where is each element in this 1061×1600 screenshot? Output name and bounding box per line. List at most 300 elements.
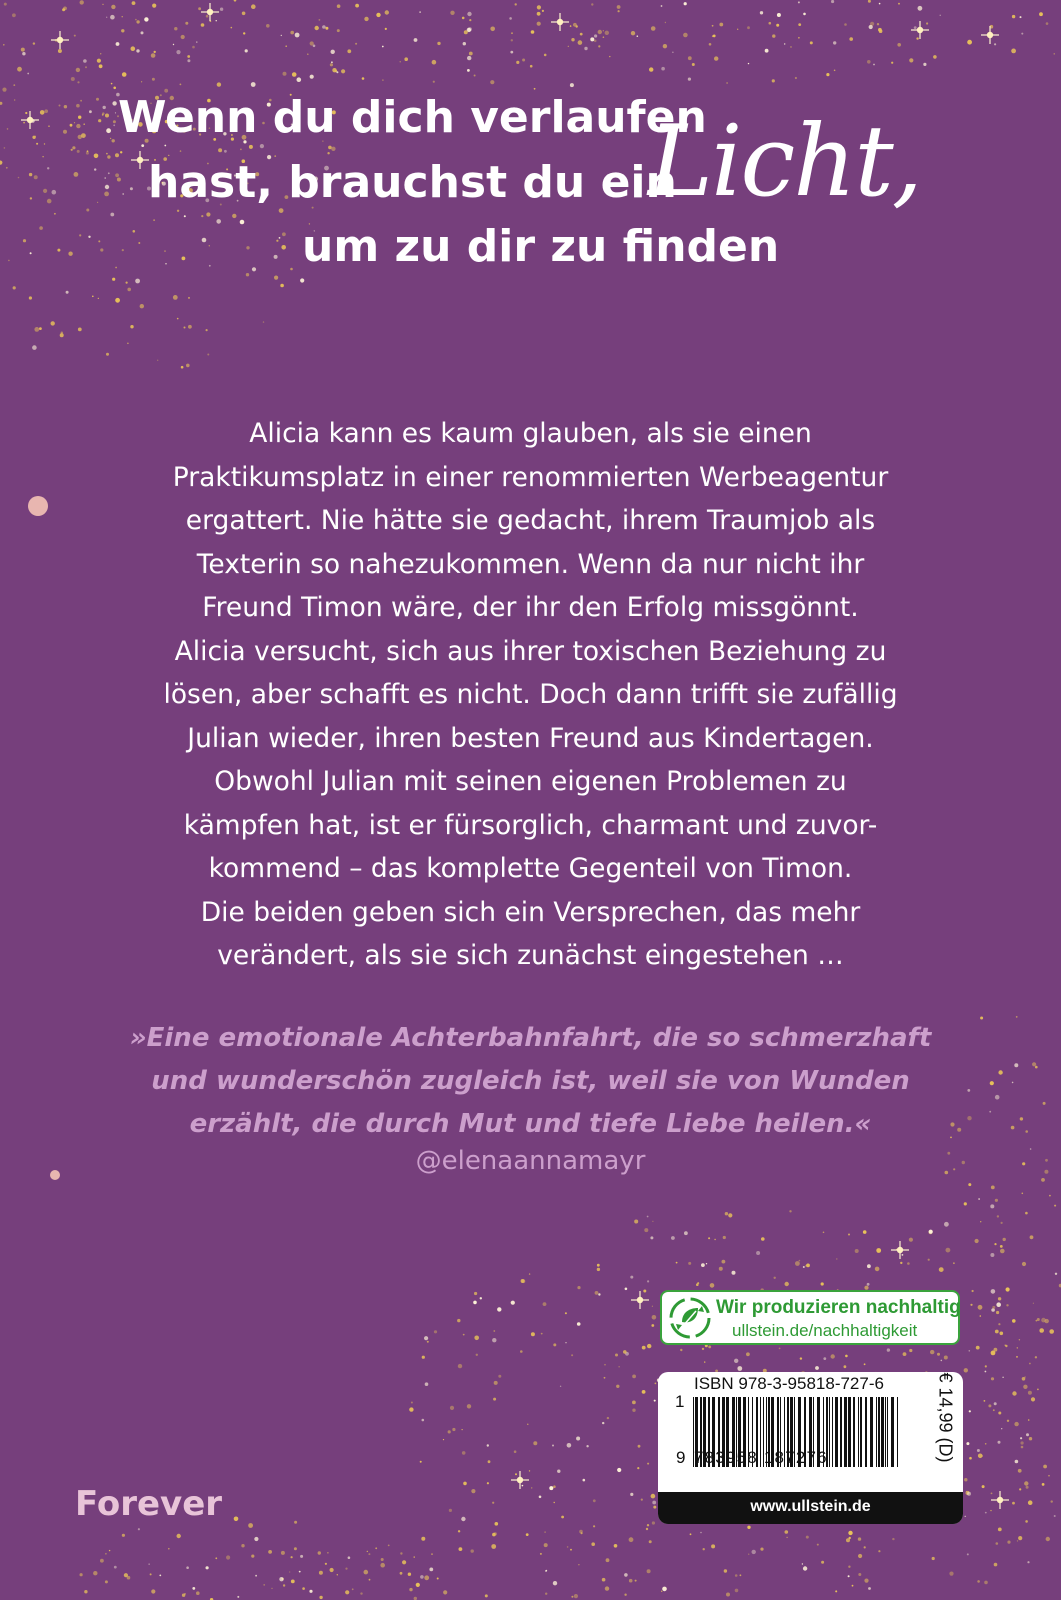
sparkle-dot — [1035, 1066, 1038, 1069]
sparkle-dot — [248, 1523, 253, 1528]
sparkle-dot — [78, 328, 82, 332]
sparkle-dot — [424, 1575, 429, 1580]
sparkle-dot — [40, 110, 45, 115]
sparkle-dot — [511, 39, 513, 41]
sparkle-dot — [86, 209, 89, 212]
sparkle-dot — [863, 1230, 867, 1234]
sparkle-dot — [0, 102, 2, 105]
sparkle-dot — [409, 1588, 412, 1591]
sparkle-dot — [554, 1502, 555, 1503]
sparkle-dot — [493, 1330, 495, 1332]
sparkle-dot — [47, 167, 49, 169]
sparkle-dot — [624, 1573, 628, 1577]
sparkle-glint-core — [917, 27, 923, 33]
sparkle-dot — [527, 1424, 528, 1425]
sparkle-dot — [909, 1238, 913, 1242]
sparkle-dot — [909, 58, 913, 62]
blurb-line: ergattert. Nie hätte sie gedacht, ihrem Traumjob als — [185, 505, 876, 536]
sparkle-dot — [1006, 1287, 1010, 1291]
sparkle-dot — [593, 1499, 596, 1502]
sparkle-dot — [688, 1262, 691, 1265]
barcode-addon-digit: 1 — [675, 1392, 685, 1411]
sparkle-dot — [1025, 1520, 1028, 1523]
sparkle-dot — [734, 1359, 738, 1363]
sparkle-dot — [43, 189, 47, 193]
sparkle-dot — [325, 27, 328, 30]
sparkle-dot — [553, 1581, 557, 1585]
sparkle-dot — [98, 119, 101, 122]
sparkle-dot — [602, 1578, 606, 1582]
sparkle-dot — [576, 25, 578, 27]
sparkle-dot — [448, 1430, 451, 1433]
sparkle-dot — [595, 1291, 599, 1295]
sparkle-dot — [291, 1580, 295, 1584]
sparkle-dot — [774, 1277, 776, 1279]
sparkle-dot — [855, 1249, 859, 1253]
sparkle-dot — [471, 1549, 474, 1552]
sparkle-dot — [509, 17, 512, 20]
sparkle-dot — [86, 152, 89, 155]
sparkle-dot — [152, 4, 156, 8]
sparkle-dot — [570, 25, 572, 27]
sparkle-dot — [450, 1406, 454, 1410]
sparkle-dot — [216, 219, 221, 224]
sparkle-dot — [1021, 1441, 1024, 1444]
sparkle-dot — [1022, 1262, 1026, 1266]
sparkle-dot — [122, 1534, 125, 1537]
sparkle-dot — [968, 1183, 971, 1186]
sparkle-dot — [661, 5, 663, 7]
sparkle-dot — [798, 37, 800, 39]
sparkle-dot — [419, 11, 420, 12]
sparkle-dot — [991, 1351, 996, 1356]
sparkle-dot — [646, 1528, 648, 1530]
barcode-bar — [881, 1397, 884, 1467]
sparkle-dot — [206, 1566, 209, 1569]
recycle-leaf-icon — [668, 1296, 712, 1340]
sparkle-dot — [424, 1336, 428, 1340]
sparkle-dot — [944, 1356, 948, 1360]
sparkle-dot — [1028, 1391, 1032, 1395]
sparkle-dot — [969, 1457, 972, 1460]
sparkle-dot — [92, 296, 94, 298]
sparkle-dot — [79, 234, 81, 236]
sparkle-dot — [1035, 1356, 1037, 1358]
sparkle-dot — [966, 1442, 969, 1445]
sparkle-dot — [279, 208, 284, 213]
sparkle-dot — [112, 278, 115, 281]
sparkle-dot — [867, 60, 871, 64]
sustainability-badge — [660, 1290, 960, 1345]
sparkle-dot — [54, 213, 56, 215]
sparkle-dot — [902, 1254, 904, 1256]
sparkle-dot — [864, 1363, 866, 1365]
sparkle-dot — [1003, 1238, 1006, 1241]
sparkle-dot — [58, 49, 62, 53]
sparkle-dot — [149, 1564, 150, 1565]
sparkle-dot — [115, 112, 116, 113]
sparkle-dot — [708, 1237, 710, 1239]
sparkle-dot — [341, 69, 345, 73]
sparkle-dot — [789, 1210, 791, 1212]
sparkle-dot — [106, 17, 107, 18]
sparkle-dot — [1030, 1235, 1034, 1239]
sparkle-dot — [488, 1460, 491, 1463]
sparkle-dot — [1019, 1339, 1020, 1340]
sparkle-dot — [181, 35, 185, 39]
sparkle-dot — [680, 1349, 682, 1351]
sparkle-dot — [122, 72, 127, 77]
sparkle-dot — [897, 43, 901, 47]
sparkle-dot — [967, 1553, 969, 1555]
sparkle-dot — [534, 88, 536, 90]
sparkle-dot — [1018, 1469, 1022, 1473]
sparkle-dot — [849, 1537, 851, 1539]
sparkle-dot — [637, 1467, 639, 1469]
sparkle-dot — [998, 1323, 1000, 1325]
sparkle-dot — [624, 1594, 626, 1596]
sparkle-dot — [345, 1590, 349, 1594]
sparkle-dot — [120, 151, 122, 153]
sparkle-dot — [1014, 1422, 1018, 1426]
sparkle-dot — [875, 1267, 880, 1272]
sparkle-dot — [331, 50, 335, 54]
sparkle-dot — [688, 78, 691, 81]
sparkle-dot — [130, 325, 133, 328]
isbn-text: ISBN 978-3-95818-727-6 — [694, 1374, 884, 1393]
sparkle-dot — [33, 42, 35, 44]
sparkle-dot — [427, 1341, 429, 1343]
sparkle-dot — [432, 60, 437, 65]
sparkle-dot — [629, 1537, 634, 1542]
sparkle-dot — [836, 1258, 837, 1259]
sparkle-dot — [652, 1521, 655, 1524]
barcode-bar — [835, 1397, 838, 1467]
sparkle-dot — [1043, 1465, 1047, 1469]
sparkle-dot — [1048, 1475, 1050, 1477]
sparkle-dot — [240, 220, 245, 225]
sparkle-dot — [531, 1332, 535, 1336]
sparkle-dot — [873, 64, 875, 66]
sparkle-dot — [631, 31, 635, 35]
sparkle-dot — [88, 236, 90, 238]
sparkle-dot — [132, 1, 136, 5]
sparkle-dot — [327, 152, 329, 154]
sparkle-glint-core — [997, 1497, 1003, 1503]
sparkle-dot — [799, 1260, 801, 1262]
sparkle-dot — [307, 53, 309, 55]
sparkle-dot — [941, 1360, 943, 1362]
sparkle-dot — [66, 291, 69, 294]
sparkle-dot — [869, 25, 873, 29]
sparkle-dot — [336, 71, 338, 73]
sparkle-dot — [651, 1324, 654, 1327]
sparkle-dot — [39, 327, 42, 330]
sparkle-dot — [115, 153, 119, 157]
sparkle-dot — [684, 2, 687, 5]
sparkle-dot — [114, 1566, 117, 1569]
sparkle-dot — [748, 63, 749, 64]
sparkle-dot — [74, 35, 76, 37]
sparkle-dot — [868, 1587, 871, 1590]
sparkle-dot — [414, 38, 418, 42]
sparkle-dot — [328, 146, 332, 150]
sparkle-dot — [332, 68, 336, 72]
sparkle-dot — [74, 172, 79, 177]
sparkle-dot — [416, 1583, 420, 1587]
sparkle-dot — [1021, 33, 1023, 35]
sparkle-dot — [322, 25, 326, 29]
sparkle-dot — [803, 1566, 807, 1570]
sparkle-dot — [310, 75, 314, 79]
sparkle-dot — [747, 26, 750, 29]
sparkle-dot — [282, 232, 286, 236]
sparkle-dot — [177, 1534, 181, 1538]
sparkle-dot — [420, 1461, 422, 1463]
sparkle-dot — [331, 147, 335, 151]
barcode-digits: 783958 187276 — [694, 1448, 828, 1467]
sparkle-dot — [522, 1485, 524, 1487]
sparkle-dot — [202, 238, 207, 243]
sparkle-dot — [737, 29, 738, 30]
sparkle-dot — [12, 13, 16, 17]
sparkle-dot — [462, 1429, 463, 1430]
sparkle-dot — [215, 1557, 217, 1559]
sparkle-dot — [99, 64, 103, 68]
sparkle-dot — [164, 250, 165, 251]
sparkle-dot — [724, 1569, 727, 1572]
sparkle-dot — [196, 1591, 200, 1595]
sparkle-dot — [714, 56, 718, 60]
sparkle-dot — [887, 1348, 890, 1351]
sparkle-dot — [177, 318, 179, 320]
sparkle-dot — [712, 35, 714, 37]
sparkle-dot — [542, 10, 544, 12]
sparkle-dot — [597, 1268, 600, 1271]
sparkle-dot — [864, 1579, 868, 1583]
sparkle-dot — [462, 1451, 466, 1455]
sparkle-dot — [309, 1590, 312, 1593]
sparkle-dot — [98, 298, 99, 299]
sparkle-dot — [817, 1544, 819, 1546]
sparkle-dot — [833, 41, 836, 44]
sparkle-dot — [493, 1398, 496, 1401]
sparkle-dot — [1000, 1245, 1003, 1248]
barcode-bar — [887, 1397, 888, 1467]
sparkle-dot — [1024, 1481, 1028, 1485]
sparkle-dot — [136, 20, 139, 23]
sparkle-dot — [529, 1273, 530, 1274]
sparkle-dot — [661, 1591, 662, 1592]
sparkle-dot — [1018, 1536, 1022, 1540]
sparkle-dot — [150, 1573, 152, 1575]
sparkle-dot — [777, 13, 781, 17]
sparkle-glint-core — [27, 117, 33, 123]
sparkle-glint-core — [557, 19, 563, 25]
sparkle-dot — [104, 192, 109, 197]
sparkle-dot — [480, 1297, 482, 1299]
sparkle-dot — [970, 1304, 972, 1306]
sparkle-dot — [821, 1561, 824, 1564]
sparkle-dot — [319, 1571, 323, 1575]
sparkle-dot — [130, 187, 133, 190]
sparkle-dot — [748, 1554, 749, 1555]
sparkle-dot — [34, 175, 38, 179]
sparkle-dot — [923, 63, 926, 66]
sparkle-dot — [1029, 1437, 1032, 1440]
sparkle-dot — [107, 155, 110, 158]
sparkle-dot — [1011, 1126, 1015, 1130]
sparkle-dot — [785, 1282, 789, 1286]
sparkle-dot — [937, 1353, 940, 1356]
sparkle-dot — [315, 26, 319, 30]
sparkle-dot — [32, 345, 37, 350]
sparkle-dot — [933, 55, 937, 59]
website-text: www.ullstein.de — [750, 1498, 871, 1515]
blurb-line: kämpfen hat, ist er fürsorglich, charmant und zuvor- — [183, 809, 878, 841]
sparkle-dot — [382, 79, 384, 81]
sparkle-dot — [100, 53, 101, 54]
sparkle-dot — [784, 43, 785, 44]
sparkle-dot — [115, 173, 119, 177]
sparkle-dot — [615, 1354, 618, 1357]
sparkle-dot — [201, 215, 203, 217]
sparkle-dot — [196, 41, 197, 42]
sparkle-dot — [541, 1333, 543, 1335]
sparkle-dot — [618, 10, 620, 12]
sparkle-dot — [926, 22, 928, 24]
sparkle-dot — [422, 1419, 425, 1422]
sparkle-dot — [3, 44, 5, 46]
sparkle-dot — [251, 1555, 254, 1558]
sparkle-dot — [1000, 1249, 1005, 1254]
sparkle-dot — [59, 105, 61, 107]
sparkle-dot — [115, 298, 120, 303]
sparkle-dot — [806, 1264, 810, 1268]
sparkle-dot — [103, 106, 106, 109]
sparkle-glint-core — [897, 1247, 903, 1253]
sparkle-dot — [712, 25, 714, 27]
sparkle-dot — [515, 3, 517, 5]
sparkle-dot — [996, 1542, 999, 1545]
sparkle-dot — [690, 1533, 692, 1535]
sparkle-dot — [135, 279, 140, 284]
sparkle-dot — [1055, 1273, 1057, 1275]
sparkle-dot — [463, 1482, 467, 1486]
sparkle-dot — [364, 1570, 369, 1575]
sparkle-dot — [619, 1366, 620, 1367]
sparkle-dot — [665, 22, 666, 23]
sparkle-dot — [826, 73, 829, 76]
sparkle-dot — [876, 1248, 881, 1253]
sparkle-dot — [487, 1444, 489, 1446]
sparkle-dot — [294, 1547, 297, 1550]
sparkle-dot — [849, 37, 853, 41]
sparkle-dot — [458, 1530, 460, 1532]
sparkle-glint-core — [637, 1297, 643, 1303]
sparkle-dot — [864, 1546, 866, 1548]
sparkle-dot — [647, 1569, 651, 1573]
sparkle-dot — [630, 1276, 633, 1279]
sparkle-dot — [571, 1354, 573, 1356]
sparkle-dot — [209, 265, 211, 267]
sparkle-dot — [72, 146, 75, 149]
sparkle-dot — [30, 197, 32, 199]
sparkle-dot — [242, 12, 246, 16]
sparkle-dot — [106, 128, 111, 133]
sparkle-dot — [652, 1221, 653, 1222]
sparkle-dot — [991, 1186, 995, 1190]
sparkle-dot — [209, 245, 210, 246]
sparkle-dot — [522, 59, 525, 62]
sparkle-dot — [995, 1095, 1000, 1100]
sparkle-dot — [422, 1356, 425, 1359]
sparkle-dot — [34, 327, 39, 332]
sparkle-dot — [531, 30, 535, 34]
sparkle-dot — [127, 288, 131, 292]
sparkle-dot — [252, 267, 256, 271]
sparkle-dot — [487, 1482, 489, 1484]
sparkle-dot — [35, 136, 36, 137]
sparkle-dot — [364, 17, 368, 21]
sparkle-dot — [283, 72, 287, 76]
sparkle-dot — [7, 128, 9, 130]
sparkle-dot — [709, 43, 712, 46]
sparkle-dot — [997, 1215, 999, 1217]
sparkle-dot — [274, 255, 278, 259]
sparkle-dot — [318, 1551, 321, 1554]
sparkle-dot — [1002, 1377, 1003, 1378]
sparkle-dot — [545, 1570, 547, 1572]
sparkle-dot — [251, 4, 256, 9]
sparkle-dot — [1054, 1205, 1056, 1207]
sparkle-dot — [186, 364, 190, 368]
sparkle-dot — [623, 1350, 627, 1354]
sparkle-dot — [982, 1485, 985, 1488]
sparkle-dot — [249, 145, 253, 149]
sparkle-glint-core — [517, 1477, 523, 1483]
sparkle-dot — [186, 1566, 189, 1569]
sparkle-dot — [467, 69, 470, 72]
sparkle-dot — [1032, 1062, 1036, 1066]
sparkle-dot — [510, 51, 513, 54]
sparkle-dot — [319, 19, 321, 21]
sparkle-dot — [672, 52, 673, 53]
sparkle-dot — [802, 1563, 803, 1564]
sparkle-dot — [29, 296, 32, 299]
sparkle-dot — [990, 1204, 994, 1208]
sparkle-dot — [100, 1559, 104, 1563]
sparkle-dot — [98, 240, 100, 242]
sparkle-dot — [1012, 15, 1015, 18]
sparkle-dot — [206, 15, 209, 18]
sparkle-dot — [810, 41, 813, 44]
sparkle-dot — [651, 1494, 656, 1499]
sparkle-dot — [644, 1228, 648, 1232]
sparkle-dot — [605, 1586, 609, 1590]
sparkle-dot — [1049, 1329, 1054, 1334]
sparkle-dot — [651, 26, 656, 31]
sparkle-dot — [583, 1479, 586, 1482]
sparkle-dot — [514, 1450, 517, 1453]
sparkle-dot — [80, 1573, 83, 1576]
sparkle-dot — [779, 1348, 781, 1350]
sparkle-dot — [388, 1545, 390, 1547]
sparkle-dot — [1039, 1328, 1044, 1333]
sparkle-dot — [281, 35, 282, 36]
sparkle-dot — [220, 8, 223, 11]
sparkle-dot — [467, 1404, 471, 1408]
